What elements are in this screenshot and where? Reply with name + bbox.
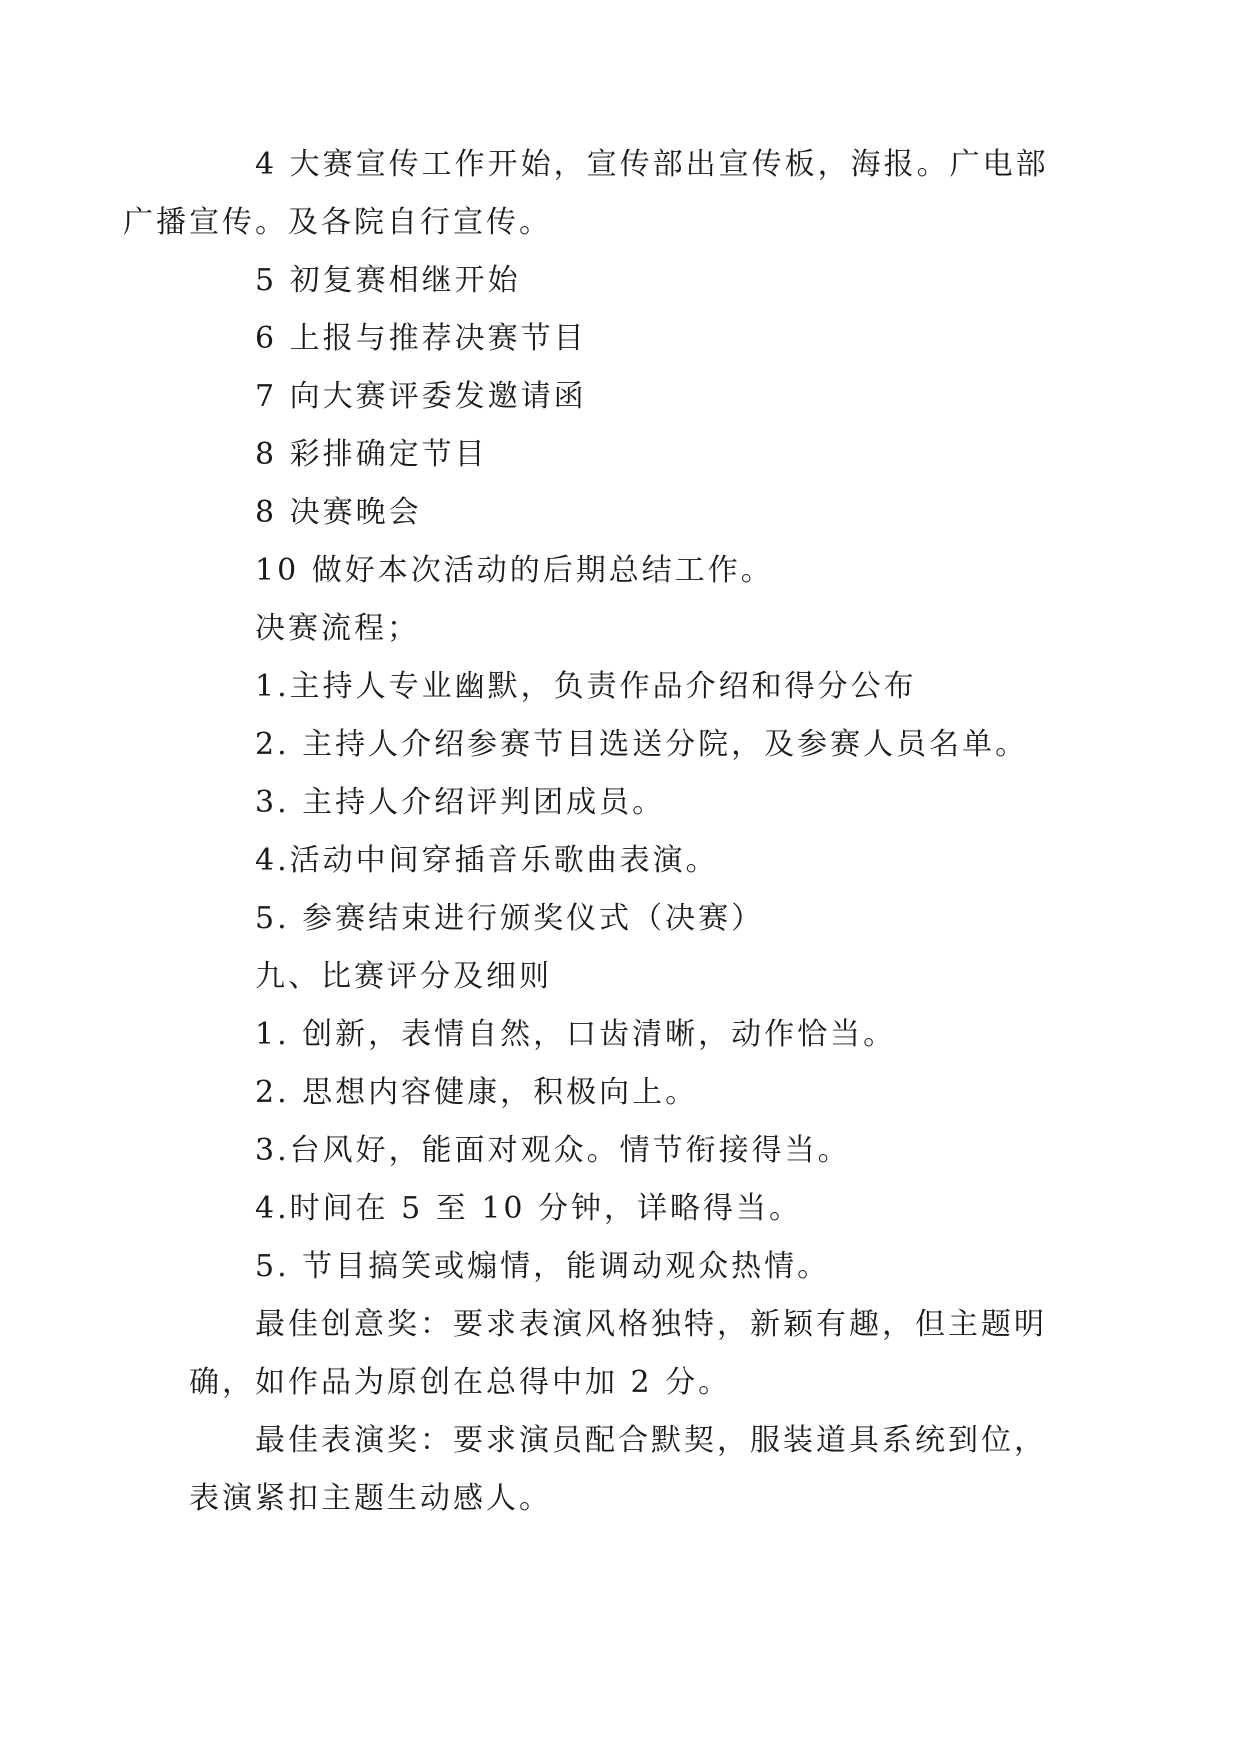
paragraph-line: 7 向大赛评委发邀请函 [255, 379, 587, 414]
paragraph-line: 4.时间在 5 至 10 分钟，详略得当。 [255, 1191, 803, 1226]
paragraph-best-performance-award [189, 1412, 1069, 1528]
paragraph-line: 最佳创意奖：要求表演风格独特，新颖有趣，但主题明 [255, 1307, 1047, 1342]
document-body [123, 136, 1069, 1528]
paragraph-process-5 [189, 890, 1069, 948]
paragraph-line: 5 初复赛相继开始 [255, 263, 521, 298]
paragraph-line: 5. 节目搞笑或煽情，能调动观众热情。 [255, 1249, 831, 1284]
paragraph-rule-2 [189, 1064, 1069, 1122]
paragraph-line: 8 决赛晚会 [255, 495, 422, 530]
paragraph-line: 表演紧扣主题生动感人。 [189, 1481, 552, 1516]
paragraph-line: 最佳表演奖：要求演员配合默契，服装道具系统到位， [255, 1423, 1047, 1458]
paragraph-line: 2. 思想内容健康，积极向上。 [255, 1075, 699, 1110]
paragraph-line: 2. 主持人介绍参赛节目选送分院，及参赛人员名单。 [255, 727, 1029, 762]
paragraph-step-10 [189, 542, 1069, 600]
paragraph-line: 广播宣传。及各院自行宣传。 [123, 205, 552, 240]
paragraph-step-8a [189, 426, 1069, 484]
paragraph-line: 九、比赛评分及细则 [255, 959, 552, 994]
paragraph-line: 1. 创新，表情自然，口齿清晰，动作恰当。 [255, 1017, 897, 1052]
paragraph-rule-4 [189, 1180, 1069, 1238]
paragraph-line: 决赛流程； [255, 611, 420, 646]
paragraph-step-5 [189, 252, 1069, 310]
paragraph-line: 4 大赛宣传工作开始，宣传部出宣传板，海报。广电部 [255, 147, 1049, 182]
paragraph-rule-1 [189, 1006, 1069, 1064]
heading-scoring-rules [189, 948, 1069, 1006]
paragraph-rule-3 [189, 1122, 1069, 1180]
paragraph-process-4 [189, 832, 1069, 890]
paragraph-publicity [123, 136, 1069, 252]
paragraph-line: 3.台风好，能面对观众。情节衔接得当。 [255, 1133, 851, 1168]
paragraph-line: 确，如作品为原创在总得中加 2 分。 [189, 1365, 732, 1400]
paragraph-rule-5 [189, 1238, 1069, 1296]
paragraph-process-2 [189, 716, 1069, 774]
paragraph-step-7 [189, 368, 1069, 426]
paragraph-step-8b [189, 484, 1069, 542]
paragraph-line: 6 上报与推荐决赛节目 [255, 321, 587, 356]
paragraph-best-creativity-award [189, 1296, 1069, 1412]
paragraph-line: 10 做好本次活动的后期总结工作。 [255, 553, 774, 588]
paragraph-step-6 [189, 310, 1069, 368]
paragraph-line: 3. 主持人介绍评判团成员。 [255, 785, 666, 820]
paragraph-line: 1.主持人专业幽默，负责作品介绍和得分公布 [255, 669, 917, 704]
paragraph-process-3 [189, 774, 1069, 832]
paragraph-process-1 [189, 658, 1069, 716]
heading-final-process [189, 600, 1069, 658]
paragraph-line: 4.活动中间穿插音乐歌曲表演。 [255, 843, 719, 878]
paragraph-line: 5. 参赛结束进行颁奖仪式（决赛） [255, 901, 765, 936]
paragraph-line: 8 彩排确定节目 [255, 437, 488, 472]
